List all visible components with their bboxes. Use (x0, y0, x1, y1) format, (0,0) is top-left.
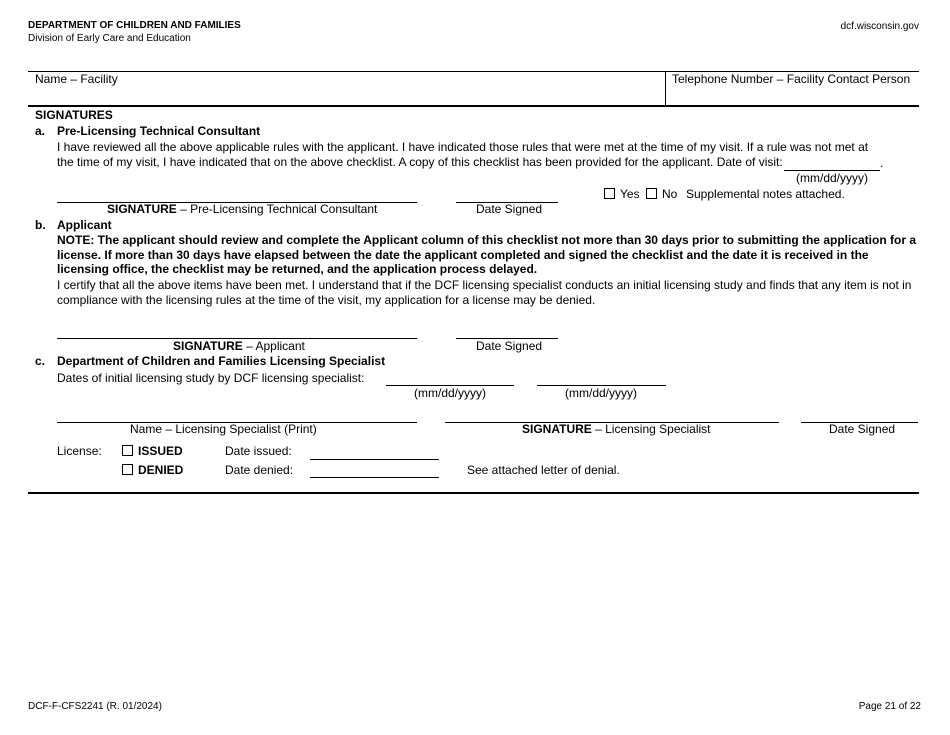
facility-bottom-rule (28, 105, 919, 107)
visit-date-period: . (880, 156, 884, 170)
signature-role: – Licensing Specialist (591, 422, 711, 436)
page-number: Page 21 of 22 (858, 701, 921, 712)
signatures-heading: SIGNATURES (35, 108, 113, 122)
study-dates-label: Dates of initial licensing study by DCF licensing specialist: (57, 371, 365, 385)
no-label: No (662, 187, 678, 201)
form-bottom-rule (28, 492, 919, 494)
section-b-title: Applicant (57, 218, 112, 232)
signature-role: – Applicant (242, 339, 305, 353)
section-a-marker: a. (35, 124, 46, 138)
signature-role: – Pre-Licensing Technical Consultant (176, 202, 378, 216)
specialist-date-label: Date Signed (829, 422, 896, 436)
consultant-statement: I have reviewed all the above applicable rules with the applicant. I have indicated those rules that were met at the time of my visit. If a rule was not met at the time of my visit, I have indicated that on the above checklist. A copy of this checklist has been provided for the applicant. Date of visit: (57, 140, 869, 169)
division-name: Division of Early Care and Education (28, 33, 191, 44)
consultant-signature-label (107, 202, 377, 216)
denied-label: DENIED (138, 463, 184, 477)
specialist-name-label: Name – Licensing Specialist (Print) (130, 422, 317, 436)
section-c-title: Department of Children and Families Licensing Specialist (57, 354, 386, 368)
facility-name-label: Name – Facility (35, 72, 118, 86)
date-issued-line[interactable] (310, 459, 439, 460)
section-c-marker: c. (35, 354, 46, 368)
department-name: DEPARTMENT OF CHILDREN AND FAMILIES (28, 20, 241, 31)
study-date-2-format: (mm/dd/yyyy) (565, 386, 637, 400)
study-date-1-format: (mm/dd/yyyy) (414, 386, 486, 400)
issued-label: ISSUED (138, 444, 183, 458)
denial-letter-note: See attached letter of denial. (467, 463, 620, 477)
section-a-title: Pre-Licensing Technical Consultant (57, 124, 261, 138)
form-id: DCF-F-CFS2241 (R. 01/2024) (28, 701, 162, 712)
consultant-date-label: Date Signed (476, 202, 543, 216)
website-link[interactable]: dcf.wisconsin.gov (840, 21, 919, 32)
yes-label: Yes (620, 187, 640, 201)
applicant-date-label: Date Signed (476, 339, 543, 353)
facility-divider (665, 71, 666, 106)
facility-phone-label: Telephone Number – Facility Contact Person (672, 72, 911, 86)
date-issued-label: Date issued: (225, 444, 292, 458)
applicant-signature-label (173, 339, 305, 353)
visit-date-format: (mm/dd/yyyy) (796, 171, 868, 185)
license-label: License: (57, 444, 102, 458)
applicant-note: NOTE: The applicant should review and complete the Applicant column of this checklist not more than 30 days prior to submitting the application for a license. If more than 30 days have elapsed between the date the applicant completed and signed the checklist and the date it is received in the licensing office, the checklist may be returned, and the application process delayed. (57, 233, 916, 276)
signature-word: SIGNATURE (107, 202, 177, 216)
issued-checkbox[interactable] (122, 445, 133, 456)
denied-checkbox[interactable] (122, 464, 133, 475)
date-denied-label: Date denied: (225, 463, 294, 477)
date-denied-line[interactable] (310, 477, 439, 478)
specialist-signature-label (522, 422, 711, 436)
section-b-marker: b. (35, 218, 46, 232)
signature-word: SIGNATURE (173, 339, 243, 353)
supplemental-notes-label: Supplemental notes attached. (686, 187, 845, 201)
applicant-certification: I certify that all the above items have been met. I understand that if the DCF licensing specialist conducts an initial licensing study and finds that any item is not in compliance with the licensing rules at the time of the visit, my application for a license may be denied. (57, 278, 912, 307)
yes-checkbox[interactable] (604, 188, 615, 199)
no-checkbox[interactable] (646, 188, 657, 199)
signature-word: SIGNATURE (522, 422, 592, 436)
